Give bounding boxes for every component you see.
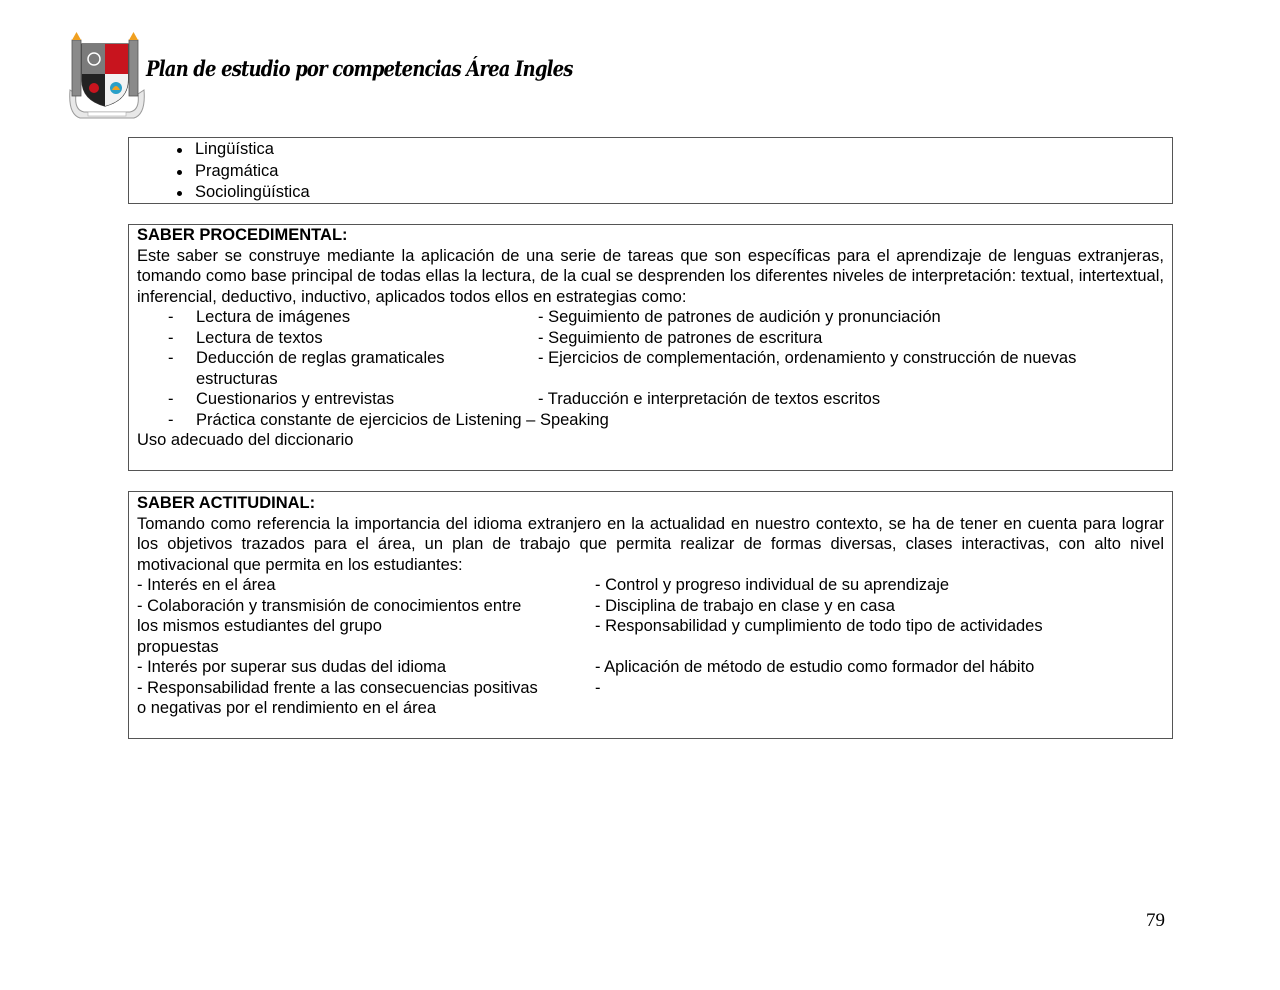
section-heading: SABER ACTITUDINAL: xyxy=(137,494,316,512)
school-crest-logo xyxy=(66,28,148,122)
strategy-right: - Traducción e interpretación de textos escritos xyxy=(538,390,881,408)
list-item: Lingüística xyxy=(137,139,1164,161)
section-paragraph: Este saber se construye mediante la aplicación de una serie de tareas que son específicas para el aprendizaje de lenguas extranjeras, tomando como base principal de todas ellas la lectura, de la cual se desprenden los diferentes niveles de interpretación: textual, intertextual, inferencial, deductivo, inductivo, aplicados todos ellos en estrategias como: xyxy=(137,246,1164,306)
attitude-right: - Disciplina de trabajo en clase y en casa xyxy=(595,596,895,615)
attitude-right: - Aplicación de método de estudio como formador del hábito xyxy=(595,658,1035,676)
attitude-row xyxy=(137,678,1164,699)
attitude-left: - Interés por superar sus dudas del idioma xyxy=(137,658,447,676)
document-title: Plan de estudio por competencias Área Ingles xyxy=(146,56,573,81)
competencies-box xyxy=(128,137,1173,204)
list-item: Sociolingüística xyxy=(137,182,1164,204)
attitude-left: - Responsabilidad frente a las consecuencias positivas xyxy=(137,678,538,697)
section-closing-line: Uso adecuado del diccionario xyxy=(137,431,354,449)
strategy-left: Cuestionarios y entrevistas xyxy=(196,390,395,408)
strategy-row: - Deducción de reglas gramaticales - Ejercicios de complementación, ordenamiento y construcción de nuevas xyxy=(168,349,1077,367)
attitude-left: - Colaboración y transmisión de conocimientos entre xyxy=(137,596,522,615)
strategy-row: - Lectura de imágenes - Seguimiento de patrones de audición y pronunciación xyxy=(168,308,941,326)
page-number: 79 xyxy=(1146,910,1165,931)
attitude-left: propuestas xyxy=(137,637,219,656)
strategy-left: Deducción de reglas gramaticales xyxy=(196,349,445,367)
section-paragraph: Tomando como referencia la importancia del idioma extranjero en la actualidad en nuestro contexto, se ha de tener en cuenta para lograr los objetivos trazados para el área, un plan de trabajo que permita realizar de formas diversas, clases interactivas, con alto nivel motivacional que permita en los estudiantes: xyxy=(137,514,1164,574)
attitude-row xyxy=(137,637,1164,658)
attitude-right: - Control y progreso individual de su aprendizaje xyxy=(595,576,950,594)
strategy-row: - Cuestionarios y entrevistas - Traducción e interpretación de textos escritos xyxy=(168,390,881,408)
document-header xyxy=(66,28,573,122)
list-item: Pragmática xyxy=(137,161,1164,183)
attitude-right: - xyxy=(595,678,601,697)
attitude-row xyxy=(137,596,1164,617)
competency-list xyxy=(137,139,1164,204)
attitude-left: o negativas por el rendimiento en el área xyxy=(137,699,437,717)
saber-actitudinal-box xyxy=(128,491,1173,739)
strategy-continuation: estructuras xyxy=(196,369,278,388)
saber-procedimental-box xyxy=(128,224,1173,471)
strategy-row-continuation xyxy=(137,369,1164,390)
attitude-row xyxy=(137,575,1164,596)
strategy-right: - Ejercicios de complementación, ordenamiento y construcción de nuevas xyxy=(538,349,1077,367)
section-heading: SABER PROCEDIMENTAL: xyxy=(137,226,348,244)
attitude-left: los mismos estudiantes del grupo xyxy=(137,617,382,635)
strategy-single: Práctica constante de ejercicios de Listening – Speaking xyxy=(196,410,609,429)
attitude-row xyxy=(137,657,1164,678)
strategy-left: Lectura de imágenes xyxy=(196,308,351,326)
attitude-row xyxy=(137,616,1164,637)
strategy-left: Lectura de textos xyxy=(196,328,323,347)
strategy-right: - Seguimiento de patrones de escritura xyxy=(538,328,823,347)
attitude-left: - Interés en el área xyxy=(137,576,276,594)
attitude-right: - Responsabilidad y cumplimiento de todo tipo de actividades xyxy=(595,617,1043,635)
strategy-row: - Práctica constante de ejercicios de Listening – Speaking xyxy=(168,410,609,429)
attitude-row xyxy=(137,698,1164,719)
strategy-row: - Lectura de textos - Seguimiento de patrones de escritura xyxy=(168,328,823,347)
strategy-right: - Seguimiento de patrones de audición y pronunciación xyxy=(538,308,941,326)
